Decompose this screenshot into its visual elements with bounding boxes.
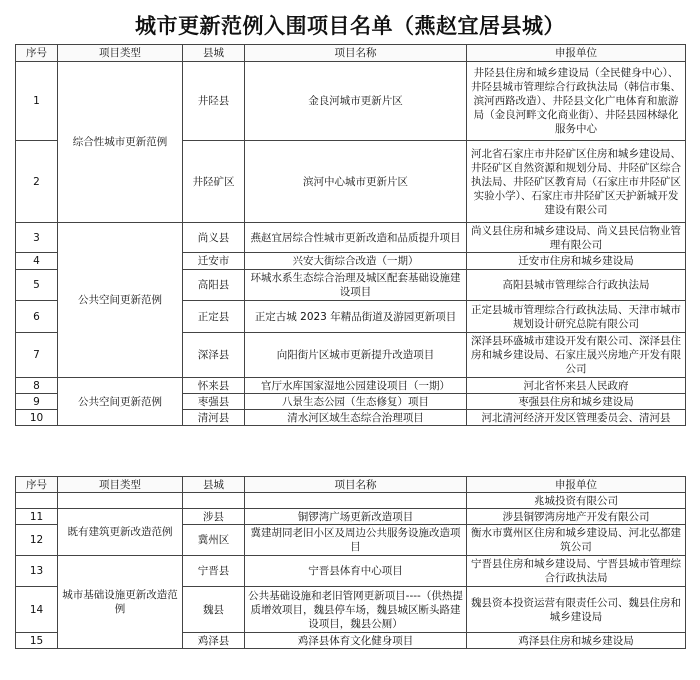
type-cell xyxy=(58,493,183,509)
project-cell: 鸡泽县体育文化健身项目 xyxy=(245,633,467,649)
project-cell: 八景生态公园（生态修复）项目 xyxy=(245,394,467,410)
county-cell: 鸡泽县 xyxy=(183,633,245,649)
project-table-2 xyxy=(15,476,686,649)
header-county: 县城 xyxy=(183,477,245,493)
project-cell: 正定古城 2023 年精品街道及游园更新项目 xyxy=(245,301,467,333)
header-type: 项目类型 xyxy=(58,45,183,62)
seq-cell: 5 xyxy=(16,270,58,301)
table-header-row xyxy=(16,45,686,62)
county-cell: 尚义县 xyxy=(183,223,245,253)
type-cell: 既有建筑更新改造范例 xyxy=(58,509,183,556)
unit-cell: 河北省石家庄市井陉矿区住房和城乡建设局、井陉矿区自然资源和规划分局、井陉矿区综合执法局、井陉矿区教育局（石家庄市井陉矿区实验小学）、石家庄市井陉矿区天护新城开发建设有限公司 xyxy=(467,141,686,223)
project-table-1 xyxy=(15,44,686,426)
county-cell: 宁晋县 xyxy=(183,556,245,587)
table-row xyxy=(16,556,686,587)
unit-cell: 河北省怀来县人民政府 xyxy=(467,378,686,394)
unit-cell: 兆城投资有限公司 xyxy=(467,493,686,509)
project-cell: 环城水系生态综合治理及城区配套基础设施建设项目 xyxy=(245,270,467,301)
header-unit: 申报单位 xyxy=(467,45,686,62)
type-cell: 公共空间更新范例 xyxy=(58,378,183,426)
seq-cell: 1 xyxy=(16,62,58,141)
project-cell: 官厅水库国家湿地公园建设项目（一期） xyxy=(245,378,467,394)
county-cell: 冀州区 xyxy=(183,525,245,556)
unit-cell: 宁晋县住房和城乡建设局、宁晋县城市管理综合行政执法局 xyxy=(467,556,686,587)
unit-cell: 尚义县住房和城乡建设局、尚义县民信物业管理有限公司 xyxy=(467,223,686,253)
unit-cell: 河北清河经济开发区管理委员会、清河县 xyxy=(467,410,686,426)
county-cell: 井陉矿区 xyxy=(183,141,245,223)
unit-cell: 深泽县环盛城市建设开发有限公司、深泽县住房和城乡建设局、石家庄晟兴房地产开发有限公司 xyxy=(467,333,686,378)
county-cell: 清河县 xyxy=(183,410,245,426)
type-cell: 综合性城市更新范例 xyxy=(58,62,183,223)
seq-cell: 2 xyxy=(16,141,58,223)
project-cell: 金良河城市更新片区 xyxy=(245,62,467,141)
project-cell xyxy=(245,493,467,509)
header-project: 项目名称 xyxy=(245,45,467,62)
seq-cell: 15 xyxy=(16,633,58,649)
county-cell: 魏县 xyxy=(183,587,245,633)
unit-cell: 涉县铜锣湾房地产开发有限公司 xyxy=(467,509,686,525)
seq-cell: 10 xyxy=(16,410,58,426)
header-seq: 序号 xyxy=(16,477,58,493)
seq-cell: 3 xyxy=(16,223,58,253)
project-cell: 公共基础设施和老旧管网更新项目----（供热提质增效项目，魏县停车场，魏县城区断头路建设项目，魏县公厕） xyxy=(245,587,467,633)
header-type: 项目类型 xyxy=(58,477,183,493)
county-cell: 高阳县 xyxy=(183,270,245,301)
unit-cell: 鸡泽县住房和城乡建设局 xyxy=(467,633,686,649)
seq-cell: 12 xyxy=(16,525,58,556)
unit-cell: 正定县城市管理综合行政执法局、天津市城市规划设计研究总院有限公司 xyxy=(467,301,686,333)
project-cell: 兴安大街综合改造（一期） xyxy=(245,253,467,270)
type-cell: 公共空间更新范例 xyxy=(58,223,183,378)
table-header-row xyxy=(16,477,686,493)
county-cell xyxy=(183,493,245,509)
header-unit: 申报单位 xyxy=(467,477,686,493)
county-cell: 深泽县 xyxy=(183,333,245,378)
project-cell: 宁晋县体育中心项目 xyxy=(245,556,467,587)
county-cell: 怀来县 xyxy=(183,378,245,394)
type-cell: 城市基础设施更新改造范例 xyxy=(58,556,183,649)
unit-cell: 枣强县住房和城乡建设局 xyxy=(467,394,686,410)
unit-cell: 高阳县城市管理综合行政执法局 xyxy=(467,270,686,301)
project-cell: 燕赵宜居综合性城市更新改造和品质提升项目 xyxy=(245,223,467,253)
header-seq: 序号 xyxy=(16,45,58,62)
county-cell: 枣强县 xyxy=(183,394,245,410)
unit-cell: 魏县资本投资运营有限责任公司、魏县住房和城乡建设局 xyxy=(467,587,686,633)
header-project: 项目名称 xyxy=(245,477,467,493)
county-cell: 正定县 xyxy=(183,301,245,333)
seq-cell: 14 xyxy=(16,587,58,633)
seq-cell: 9 xyxy=(16,394,58,410)
unit-cell: 井陉县住房和城乡建设局（全民健身中心）、井陉县城市管理综合行政执法局（韩信市集、滨河西路改造）、井陉县文化广电体育和旅游局（金良河畔文化商业街）、井陉县园林绿化服务中心 xyxy=(467,62,686,141)
county-cell: 井陉县 xyxy=(183,62,245,141)
project-cell: 滨河中心城市更新片区 xyxy=(245,141,467,223)
page-title: 城市更新范例入围项目名单（燕赵宜居县城） xyxy=(135,14,565,38)
table-row xyxy=(16,378,686,394)
table-row xyxy=(16,223,686,253)
project-cell: 清水河区域生态综合治理项目 xyxy=(245,410,467,426)
seq-cell xyxy=(16,493,58,509)
seq-cell: 6 xyxy=(16,301,58,333)
seq-cell: 8 xyxy=(16,378,58,394)
county-cell: 迁安市 xyxy=(183,253,245,270)
seq-cell: 13 xyxy=(16,556,58,587)
seq-cell: 7 xyxy=(16,333,58,378)
county-cell: 涉县 xyxy=(183,509,245,525)
project-cell: 向阳街片区城市更新提升改造项目 xyxy=(245,333,467,378)
seq-cell: 11 xyxy=(16,509,58,525)
table-row xyxy=(16,509,686,525)
table-row xyxy=(16,62,686,141)
project-cell: 冀建胡同老旧小区及周边公共服务设施改造项目 xyxy=(245,525,467,556)
project-cell: 铜锣湾广场更新改造项目 xyxy=(245,509,467,525)
table-row-continued xyxy=(16,493,686,509)
unit-cell: 迁安市住房和城乡建设局 xyxy=(467,253,686,270)
header-county: 县城 xyxy=(183,45,245,62)
unit-cell: 衡水市冀州区住房和城乡建设局、河北弘都建筑公司 xyxy=(467,525,686,556)
seq-cell: 4 xyxy=(16,253,58,270)
